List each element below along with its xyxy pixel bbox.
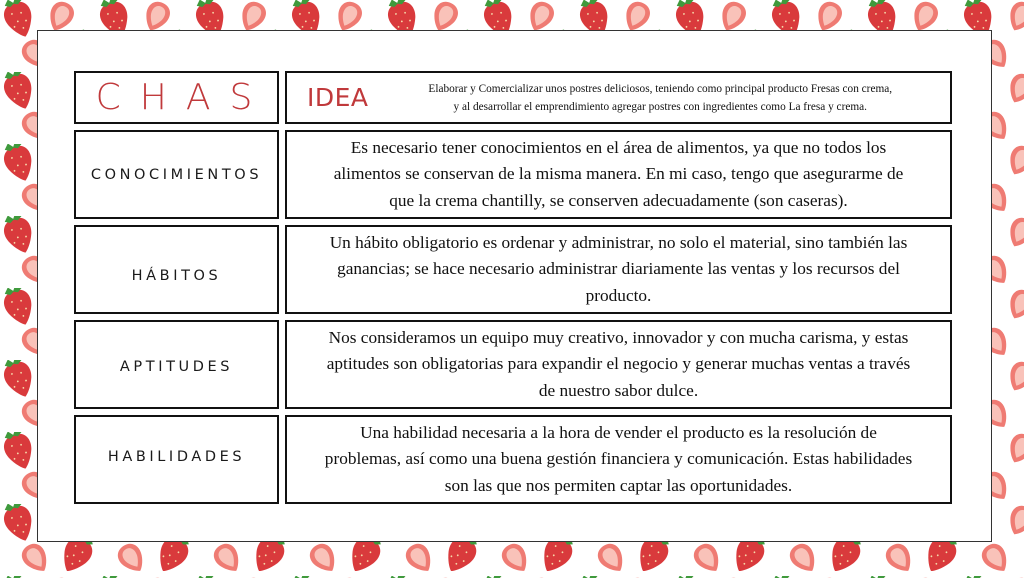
idea-line-2: y al desarrollar el emprendimiento agregar postres con ingredientes como La fresa y crema.	[453, 100, 867, 113]
row-label: APTITUDES	[119, 359, 234, 375]
desc-line: aptitudes son obligatorias para expandir el negocio y generar muchas ventas a través	[326, 354, 911, 374]
desc-line: Un hábito obligatorio es ordenar y administrar, no solo el material, sino también las	[329, 232, 908, 252]
desc-line: ganancias; se hace necesario administrar diariamente las ventas y los recursos del	[337, 259, 900, 279]
row-description	[328, 135, 910, 215]
idea-description	[375, 80, 950, 116]
label-box-aptitudes	[74, 320, 279, 409]
title-box	[74, 71, 279, 124]
idea-label: IDEA	[307, 83, 369, 112]
desc-line: Nos consideramos un equipo muy creativo, innovador y con mucha carisma, y estas	[328, 327, 909, 347]
idea-box	[285, 71, 952, 124]
row-description	[319, 420, 918, 500]
row-label: CONOCIMIENTOS	[90, 166, 263, 183]
desc-box-conocimientos	[285, 130, 952, 219]
row-description	[324, 230, 914, 310]
desc-line: alimentos se conservan de la misma manera. En mi caso, tengo que asegurarme de	[333, 164, 904, 184]
desc-line: Es necesario tener conocimientos en el área de alimentos, ya que no todos los	[350, 137, 887, 157]
page-title: CHAS	[95, 77, 272, 118]
desc-line: producto.	[585, 285, 652, 305]
label-box-conocimientos	[74, 130, 279, 219]
desc-box-habitos	[285, 225, 952, 314]
label-box-habitos	[74, 225, 279, 314]
desc-line: de nuestro sabor dulce.	[538, 380, 699, 400]
label-box-habilidades	[74, 415, 279, 504]
row-label: HÁBITOS	[131, 268, 222, 284]
desc-box-habilidades	[285, 415, 952, 504]
desc-line: son las que nos permiten captar las oportunidades.	[444, 475, 793, 495]
desc-line: problemas, así como una buena gestión financiera y comunicación. Estas habilidades	[324, 449, 913, 469]
row-description	[321, 325, 917, 405]
idea-line-1: Elaborar y Comercializar unos postres deliciosos, teniendo como principal producto Fresas con crema,	[428, 82, 893, 95]
desc-box-aptitudes	[285, 320, 952, 409]
desc-line: que la crema chantilly, se conserven adecuadamente (son caseras).	[389, 190, 848, 210]
row-label: HABILIDADES	[107, 449, 246, 465]
desc-line: Una habilidad necesaria a la hora de vender el producto es la resolución de	[360, 422, 877, 442]
